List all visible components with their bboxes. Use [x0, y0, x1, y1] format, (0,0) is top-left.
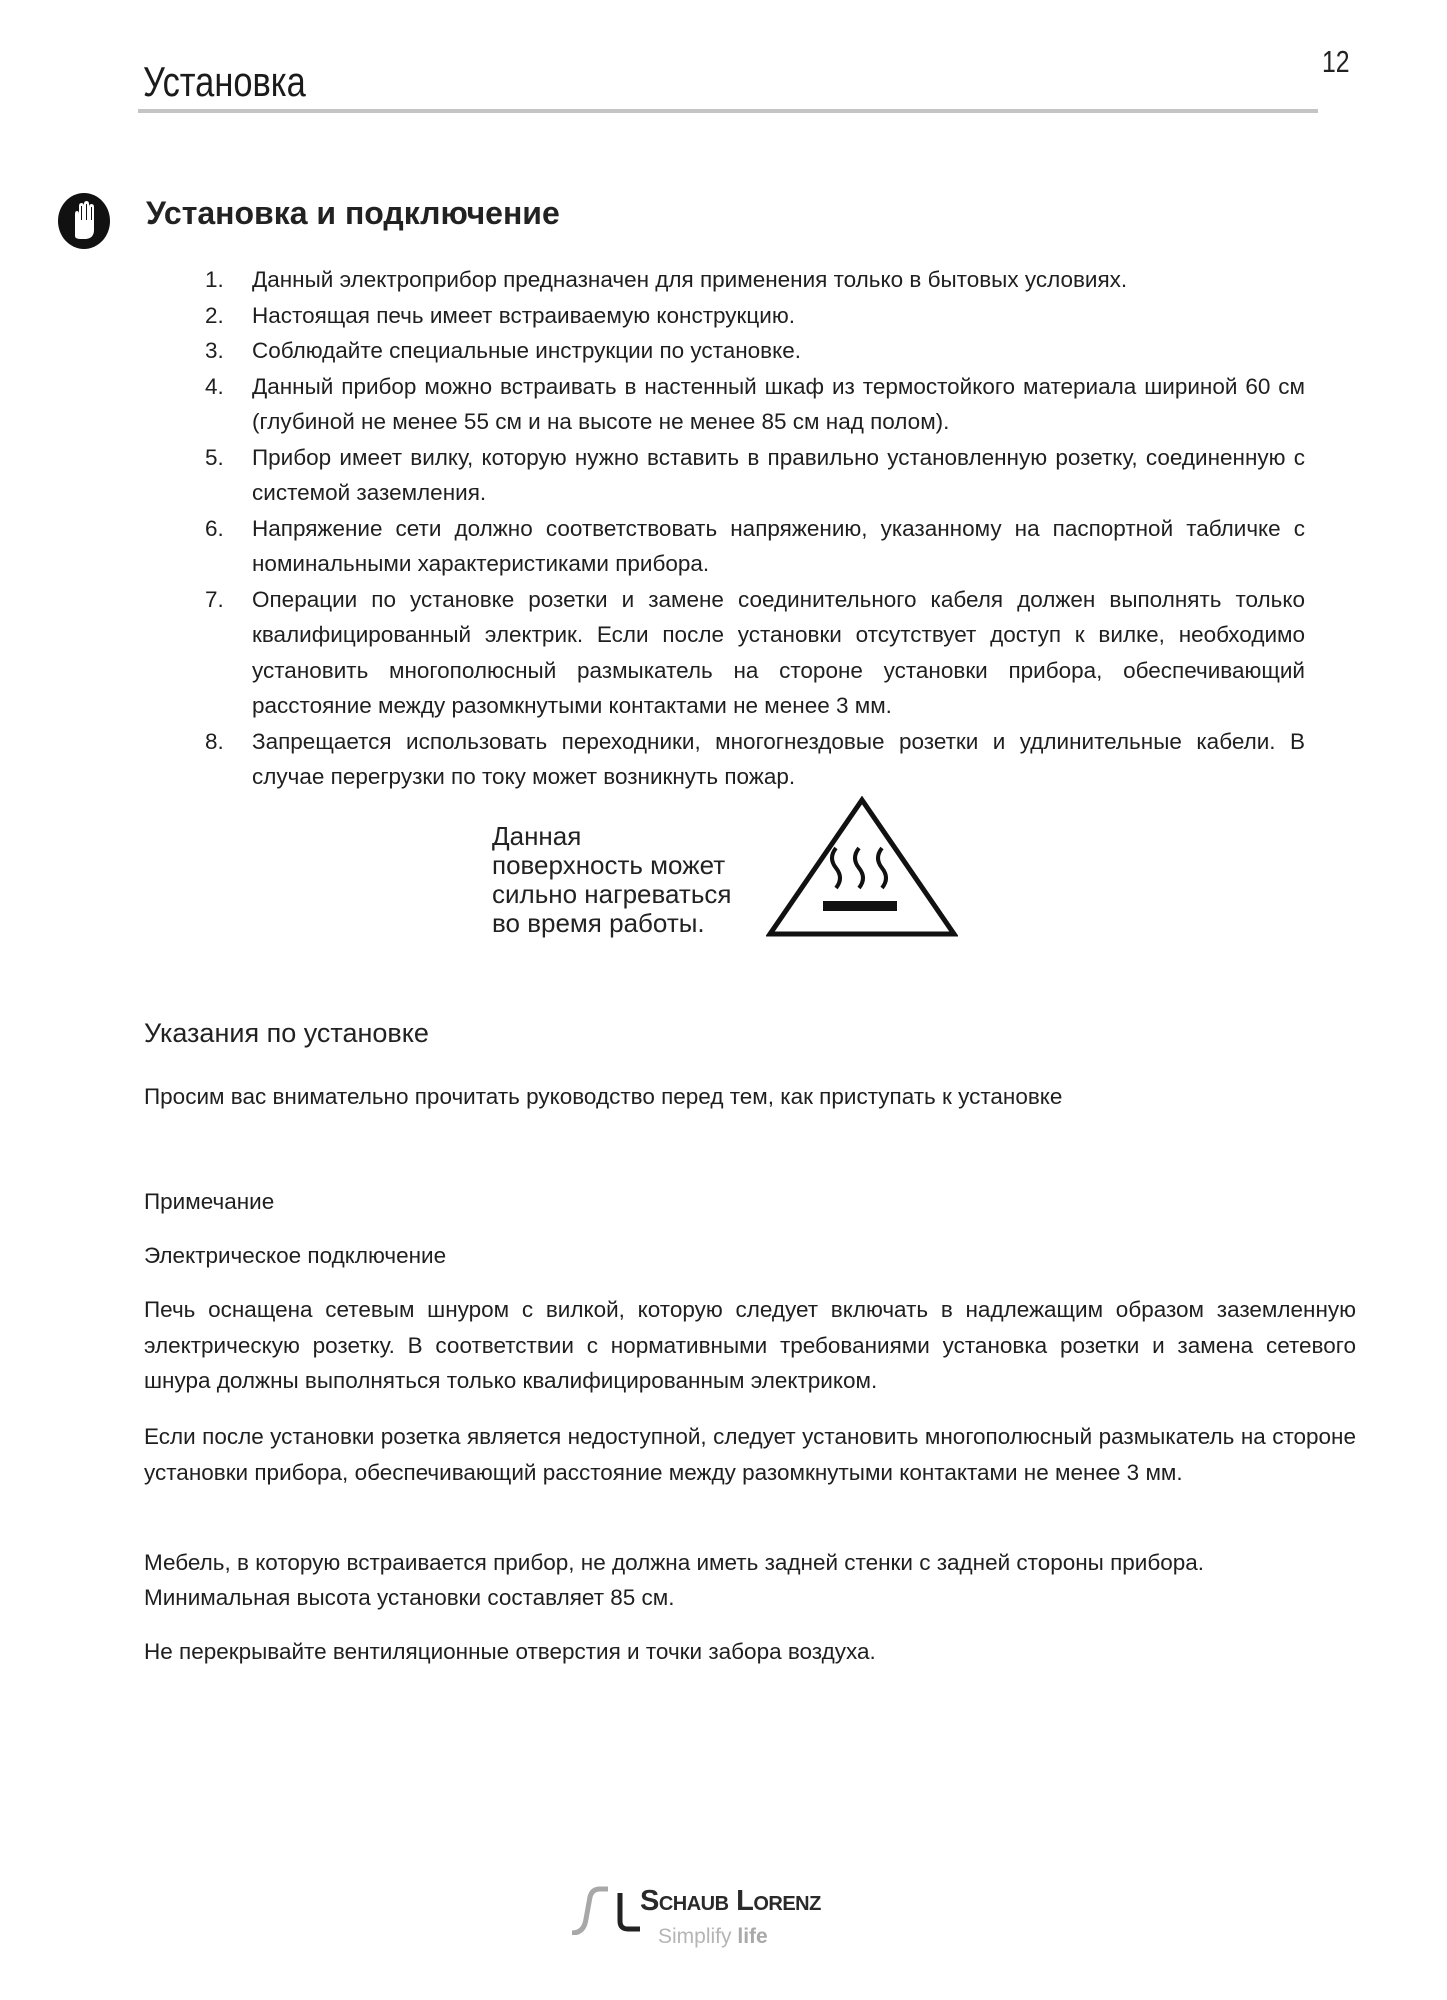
paragraph: Если после установки розетка является недоступной, следует установить многополюсный размыкатель на стороне установки прибора, обеспечивающий расстояние между разомкнутыми контактами не менее 3 мм. [144, 1424, 1356, 1485]
list-item-text: Операции по установке розетки и замене соединительного кабеля должен выполнять только квалифицированный электрик. Если после установки отсутствует доступ к вилке, необходимо установить многополюсный размыкатель на стороне установки прибора, обеспечивающий расстояние между разомкнутыми контактами не менее 3 мм. [252, 586, 1305, 718]
list-item-text: Запрещается использовать переходники, многогнездовые розетки и удлинительные кабели. В случае перегрузки по току может возникнуть пожар. [252, 728, 1305, 789]
list-item [205, 262, 1305, 298]
paragraph: Минимальная высота установки составляет 85 см. [144, 1585, 675, 1610]
list-item [205, 511, 1305, 582]
page-header-title: Установка [143, 58, 306, 105]
brand-logo [570, 1885, 890, 1955]
list-item-number: 3. [205, 338, 224, 363]
hot-surface-warning-icon [766, 796, 958, 938]
section-heading: Установка и подключение [146, 195, 560, 231]
installation-rules-list [205, 262, 1305, 795]
brand-name [640, 1885, 821, 1918]
list-item-text: Данный прибор можно встраивать в настенный шкаф из термостойкого материала шириной 60 см (глубиной не менее 55 см и на высоте не менее 85 см над полом). [252, 373, 1305, 434]
intro-text: Просим вас внимательно прочитать руководство перед тем, как приступать к установке [144, 1084, 1063, 1109]
warning-line: сильно нагреваться [492, 879, 732, 909]
list-item-number: 5. [205, 444, 224, 470]
list-item [205, 298, 1305, 334]
list-item-text: Настоящая печь имеет встраиваемую конструкцию. [252, 302, 795, 328]
paragraph: Печь оснащена сетевым шнуром с вилкой, которую следует включать в надлежащим образом заземленную электрическую розетку. В соответствии с нормативными требованиями установка розетки и замена сетевого шнура должны выполняться только квалифицированным электриком. [144, 1297, 1356, 1393]
list-item-number: 6. [205, 515, 224, 541]
brand-name-first: Schaub [640, 1885, 729, 1917]
list-item-text: Напряжение сети должно соответствовать напряжению, указанному на паспортной табличке с номинальными характеристиками прибора. [252, 515, 1305, 576]
list-item-number: 2. [205, 302, 224, 328]
electrical-connection-label: Электрическое подключение [144, 1243, 447, 1268]
note-label: Примечание [144, 1189, 275, 1214]
warning-line: во время работы. [492, 908, 705, 938]
hand-stop-icon [55, 192, 113, 250]
list-item [205, 333, 1305, 369]
list-item-text: Данный электроприбор предназначен для применения только в бытовых условиях. [252, 267, 1128, 292]
logo-swoosh-icon [570, 1885, 640, 1935]
warning-line: Данная [492, 821, 582, 851]
list-item-number: 1. [205, 267, 224, 292]
paragraph: Не перекрывайте вентиляционные отверстия и точки забора воздуха. [144, 1639, 876, 1664]
header-divider [138, 109, 1318, 113]
tagline-bold: life [737, 1925, 768, 1948]
tagline-light: Simplify [658, 1925, 732, 1948]
list-item [205, 582, 1305, 724]
list-item-number: 8. [205, 728, 224, 754]
list-item-number: 4. [205, 373, 224, 399]
installation-guidelines-heading: Указания по установке [144, 1018, 429, 1048]
list-item-text: Соблюдайте специальные инструкции по установке. [252, 338, 801, 363]
list-item [205, 369, 1305, 440]
warning-line: поверхность может [492, 850, 726, 880]
page-number: 12 [1322, 44, 1350, 79]
hot-surface-warning-text [492, 822, 731, 938]
list-item [205, 440, 1305, 511]
list-item [205, 724, 1305, 795]
brand-tagline [658, 1925, 768, 1949]
paragraph: Мебель, в которую встраивается прибор, не должна иметь задней стенки с задней стороны прибора. [144, 1550, 1205, 1575]
brand-name-second: Lorenz [736, 1885, 821, 1917]
list-item-text: Прибор имеет вилку, которую нужно вставить в правильно установленную розетку, соединенную с системой заземления. [252, 444, 1305, 505]
list-item-number: 7. [205, 586, 224, 612]
